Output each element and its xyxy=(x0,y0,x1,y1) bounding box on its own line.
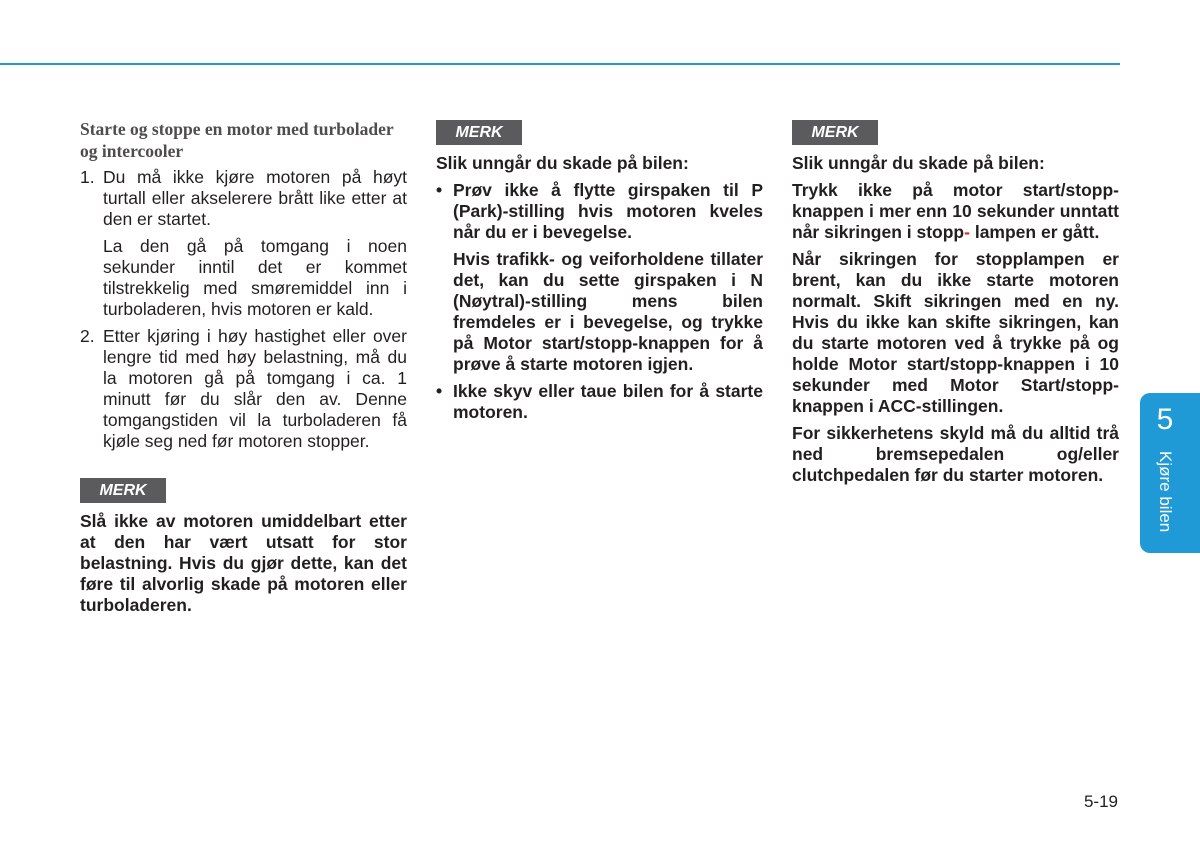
bullet-list xyxy=(436,180,763,423)
step-text: Du må ikke kjøre motoren på høyt turtall eller akselerere brått like etter at den er startet. xyxy=(103,167,407,229)
column-right xyxy=(792,120,1119,492)
bullet-icon: • xyxy=(436,381,443,401)
step-subtext: La den gå på tomgang i noen sekunder inntil det er kommet tilstrekkelig med smøremiddel inn i turboladeren, hvis motoren er kald. xyxy=(103,236,407,319)
paragraph-end: lampen er gått. xyxy=(974,222,1100,242)
list-item xyxy=(436,180,763,375)
steps-list xyxy=(80,167,407,452)
chapter-tab xyxy=(1140,393,1200,553)
chapter-label: Kjøre bilen xyxy=(1156,451,1175,533)
bullet-subtext: Hvis trafikk- og veiforholdene tillater det, kan du sette girspaken i N (Nøytral)-stilling mens bilen fremdeles er i bevegelse, og trykke på Motor start/stopp-knappen for å prøve å starte motoren igjen. xyxy=(453,249,763,374)
note-box xyxy=(80,458,407,616)
list-item xyxy=(436,381,763,423)
bullet-text: Ikke skyv eller taue bilen for å starte motoren. xyxy=(453,381,763,422)
note-heading: Slik unngår du skade på bilen: xyxy=(436,153,689,173)
note-paragraph: For sikkerhetens skyld må du alltid trå ned bremsepedalen og/eller clutchpedalen før du starter motoren. xyxy=(792,423,1119,485)
note-paragraph xyxy=(792,180,1119,243)
page-number: 5-19 xyxy=(1083,792,1118,811)
step-number: 1. xyxy=(80,167,95,187)
note-paragraph: Når sikringen for stopplampen er brent, kan du ikke starte motoren normalt. Skift sikringen med en ny. Hvis du ikke kan skifte sikringen, kan du starte motoren ved å trykke på og holde Motor start/stopp-knappen i 10 sekunder med Motor Start/stopp-knappen i ACC-stillingen. xyxy=(792,249,1119,416)
step-text: Etter kjøring i høy hastighet eller over lengre tid med høy belastning, må du la motoren gå på tomgang i ca. 1 minutt før du slår den av. Denne tomgangstiden vil la turboladeren få kjøle seg ned før motoren stopper. xyxy=(103,326,407,451)
bullet-icon: • xyxy=(436,180,443,200)
merk-badge: MERK xyxy=(80,478,166,503)
chapter-number: 5 xyxy=(1156,403,1174,436)
column-middle xyxy=(436,120,763,429)
merk-badge: MERK xyxy=(792,120,878,145)
hyphen-mark: - xyxy=(964,222,970,242)
merk-badge: MERK xyxy=(436,120,522,145)
bullet-text: Prøv ikke å flytte girspaken til P (Park)-stilling hvis motoren kveles når du er i bevegelse. xyxy=(453,180,763,242)
column-left xyxy=(80,118,407,622)
note-heading: Slik unngår du skade på bilen: xyxy=(792,153,1045,173)
section-title: Starte og stoppe en motor med turbolader og intercooler xyxy=(80,119,394,161)
paragraph-main: Trykk ikke på motor start/stopp-knappen i mer enn 10 sekunder unntatt når sikringen i stopp xyxy=(792,180,1119,242)
list-item xyxy=(80,167,407,320)
list-item xyxy=(80,326,407,452)
header-rule xyxy=(0,63,1120,65)
step-number: 2. xyxy=(80,326,95,346)
note-text: Slå ikke av motoren umiddelbart etter at den har vært utsatt for stor belastning. Hvis du gjør dette, kan det føre til alvorlig skade på motoren eller turboladeren. xyxy=(80,511,407,615)
